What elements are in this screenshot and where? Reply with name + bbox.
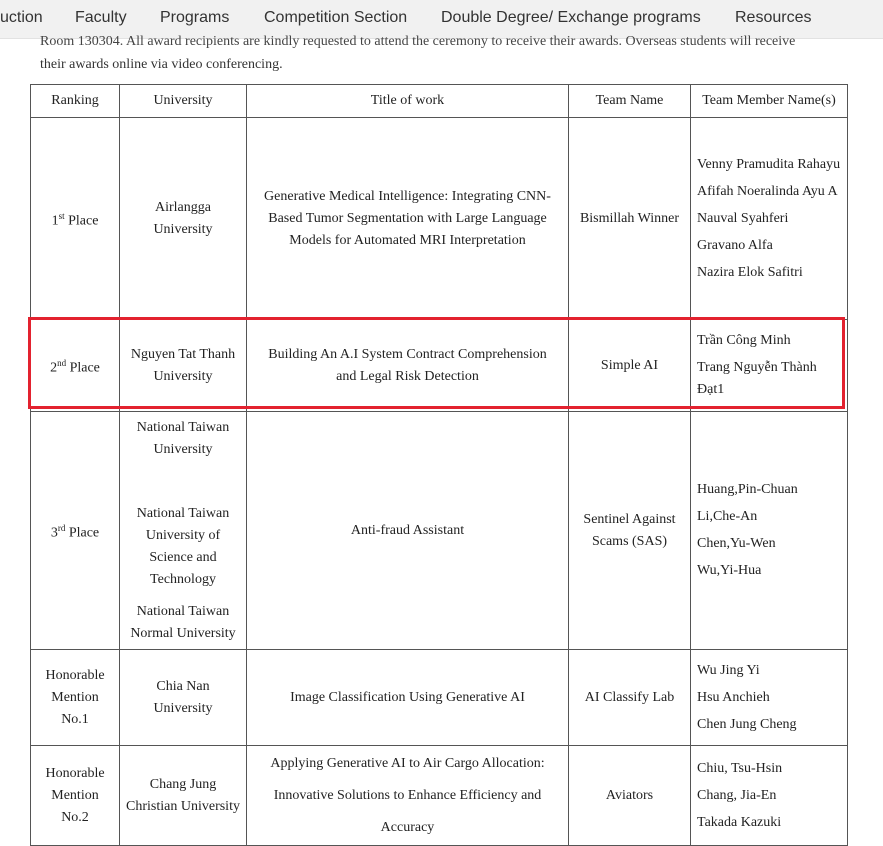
rank-number: 1 [51,213,59,229]
nav-item-double-degree[interactable]: Double Degree/ Exchange programs [441,9,701,26]
nav-item-programs[interactable]: Programs [160,9,230,26]
rank-word: Place [69,360,100,376]
team-name-cell: Aviators [569,746,691,846]
team-member: Chang, Jia-En [697,787,777,803]
table-row [31,746,848,846]
nav-item-competition-section[interactable]: Competition Section [264,9,408,26]
team-member: Wu Jing Yi [697,662,760,678]
rank-suffix: nd [57,357,67,368]
university-cell: Chia Nan University [120,650,247,746]
team-member: Venny Pramudita Rahayu [697,156,841,172]
table-header-row [31,85,848,118]
rank-number: 2 [50,360,58,376]
ranking-cell [31,118,120,320]
team-name-cell: Sentinel Against Scams (SAS) [569,412,691,650]
table-row [31,650,848,746]
university-cell: Airlangga University [120,118,247,320]
award-results-table [30,84,848,846]
ranking-cell: Honorable Mention No.1 [31,650,120,746]
rank-suffix: rd [57,522,66,533]
nav-item-faculty[interactable]: Faculty [75,9,127,26]
team-members-cell [691,746,848,846]
rank-word: Place [68,525,100,541]
title-cell: Building An A.I System Contract Comprehension and Legal Risk Detection [247,320,569,412]
intro-line-1: Room 130304. All award recipients are kindly requested to attend the ceremony to receive their awards. Overseas students will receive [40,34,796,49]
university-cell [120,412,247,650]
team-member: Gravano Alfa [697,237,773,253]
university-name: National Taiwan University of Science and Technology [136,505,230,587]
header-team-members: Team Member Name(s) [691,85,848,118]
intro-text [40,30,840,76]
rank-number: 3 [50,525,58,541]
team-member: Chen,Yu-Wen [697,536,776,551]
title-cell: Generative Medical Intelligence: Integrating CNN-Based Tumor Segmentation with Large Language Models for Automated MRI Interpretation [247,118,569,320]
team-member: Nazira Elok Safitri [697,264,803,280]
ranking-cell [31,412,120,650]
rank-word: Place [68,213,99,229]
nav-item-introduction[interactable]: uction [0,9,43,26]
rank-suffix: st [58,210,65,221]
spacer [126,461,240,503]
team-member: Hsu Anchieh [697,689,770,705]
table-row [31,412,848,650]
university-name: National Taiwan Normal University [130,603,236,641]
team-members-cell [691,412,848,650]
title-cell: Image Classification Using Generative AI [247,650,569,746]
team-member: Li,Che-An [697,509,758,524]
university-cell: Chang Jung Christian University [120,746,247,846]
team-member: Trang Nguyễn Thành Đạt1 [697,360,817,397]
team-member: Trần Công Minh [697,333,791,348]
header-university: University [120,85,247,118]
team-member: Huang,Pin-Chuan [697,482,798,497]
team-member: Takada Kazuki [697,814,782,830]
team-member: Afifah Noeralinda Ayu A [697,183,838,199]
header-ranking: Ranking [31,85,120,118]
title-cell: Applying Generative AI to Air Cargo Allocation: Innovative Solutions to Enhance Efficiency and Accuracy [247,746,569,846]
header-team-name: Team Name [569,85,691,118]
team-name-cell: AI Classify Lab [569,650,691,746]
intro-line-2: their awards online via video conferencing. [40,57,283,72]
team-member: Nauval Syahferi [697,210,789,226]
university-cell: Nguyen Tat Thanh University [120,320,247,412]
team-member: Chen Jung Cheng [697,716,797,732]
ranking-cell [31,320,120,412]
university-name: National Taiwan University [136,419,230,457]
team-members-cell [691,118,848,320]
title-cell: Anti-fraud Assistant [247,412,569,650]
table-row [31,320,848,412]
nav-item-resources[interactable]: Resources [735,9,812,26]
header-title-of-work: Title of work [247,85,569,118]
team-member: Wu,Yi-Hua [697,563,762,578]
team-member: Chiu, Tsu-Hsin [697,760,783,776]
team-name-cell: Simple AI [569,320,691,412]
team-members-cell [691,650,848,746]
team-name-cell: Bismillah Winner [569,118,691,320]
table-row [31,118,848,320]
team-members-cell [691,320,848,412]
ranking-cell: Honorable Mention No.2 [31,746,120,846]
